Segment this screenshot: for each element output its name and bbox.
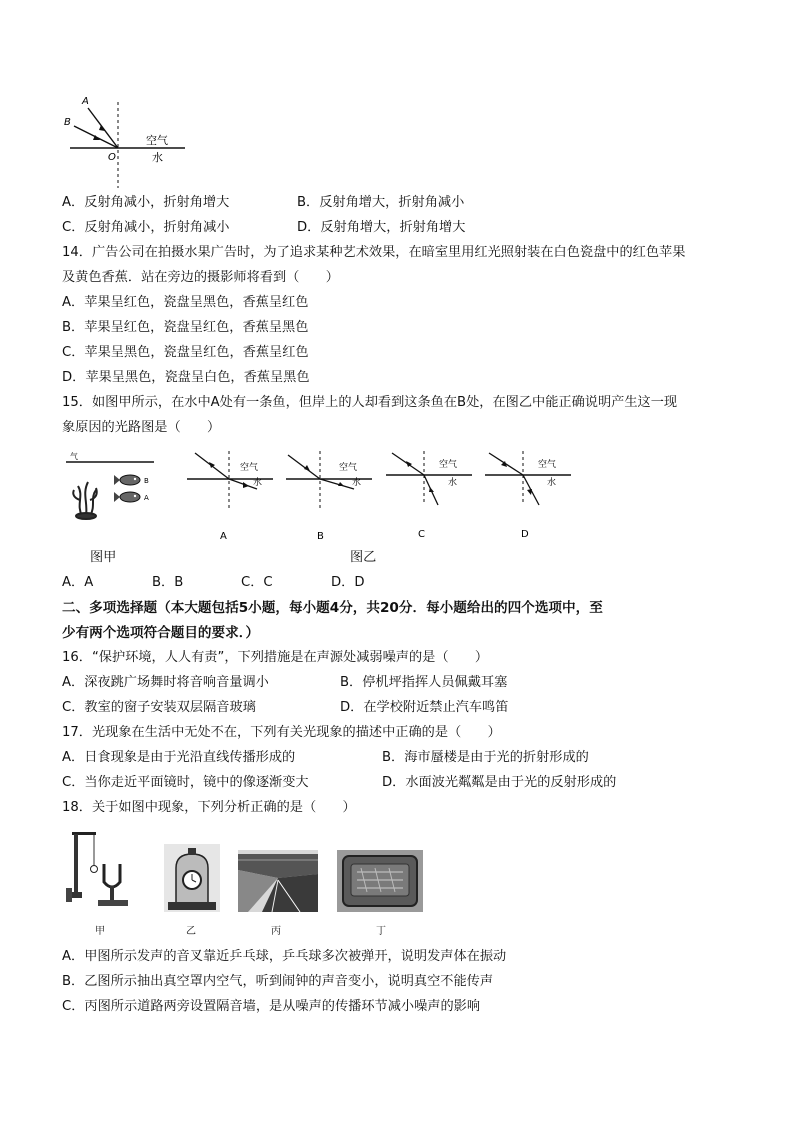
label-air: 空气: [240, 463, 259, 473]
q14-option-d: D．苹果呈黑色，瓷盘呈白色，香蕉呈黑色: [62, 370, 310, 385]
q15-option-d: D．D: [331, 575, 365, 590]
label-water: 水: [352, 478, 362, 488]
q17-stem: 17．光现象在生活中无处不在，下列有关光现象的描述中正确的是（ ）: [62, 725, 501, 740]
q18-fig-yi-bell-jar: [164, 844, 220, 912]
label-A: A: [144, 494, 149, 502]
q15-diagram-d: [483, 447, 573, 542]
label-air: 空气: [538, 460, 557, 470]
caption-ding: 丁: [376, 926, 386, 937]
q16-option-d: D．在学校附近禁止汽车鸣笛: [340, 700, 509, 715]
caption-jia: 甲: [95, 926, 105, 937]
q15-option-c: C．C: [241, 575, 273, 590]
q13-reflection-diagram: [60, 90, 190, 190]
q18-option-c: C．丙图所示道路两旁设置隔音墙，是从噪声的传播环节减小噪声的影响: [62, 999, 481, 1014]
q15-stem-line1: 15．如图甲所示，在水中A处有一条鱼，但岸上的人却看到这条鱼在B处，在图乙中能正确说明产生这一现: [62, 395, 678, 410]
label-air: 空气: [339, 463, 358, 473]
q16-option-c: C．教室的窗子安装双层隔音玻璃: [62, 700, 256, 715]
q17-option-d: D．水面波光粼粼是由于光的反射形成的: [382, 775, 617, 790]
seaweed-icon: [73, 482, 97, 519]
q13-option-d: D．反射角增大，折射角增大: [297, 220, 466, 235]
label-air: 空气: [439, 460, 458, 470]
label-water: 水: [253, 478, 263, 488]
q15-fig-fish-tank: [62, 448, 162, 523]
q18-option-a: A．甲图所示发声的音叉靠近乒乓球，乒乓球多次被弹开，说明发声体在振动: [62, 949, 507, 964]
q16-option-b: B．停机坪指挥人员佩戴耳塞: [340, 675, 508, 690]
caption-fig-b: 图乙: [350, 550, 377, 565]
q17-option-a: A．日食现象是由于光沿直线传播形成的: [62, 750, 296, 765]
q14-stem-line2: 及黄色香蕉．站在旁边的摄影师将看到（ ）: [62, 270, 339, 285]
q18-stem: 18．关于如图中现象，下列分析正确的是（ ）: [62, 800, 356, 815]
q14-option-b: B．苹果呈红色，瓷盘呈红色，香蕉呈黑色: [62, 320, 309, 335]
q15-diagram-b: [284, 447, 374, 542]
q14-option-c: C．苹果呈黑色，瓷盘呈红色，香蕉呈红色: [62, 345, 309, 360]
caption-yi: 乙: [186, 926, 196, 937]
q18-fig-jia-tuning-fork: [62, 826, 142, 916]
diagram-label-d: D: [521, 529, 529, 540]
q18-fig-bing-sound-barrier: [238, 850, 318, 912]
q13-option-c: C．反射角减小，折射角减小: [62, 220, 230, 235]
q14-option-a: A．苹果呈红色，瓷盘呈黑色，香蕉呈红色: [62, 295, 309, 310]
q13-option-b: B．反射角增大，折射角减小: [297, 195, 465, 210]
fish-icon: [114, 475, 140, 502]
label-O: O: [108, 152, 116, 163]
label-air-small: 气: [70, 452, 78, 461]
q14-stem-line1: 14．广告公司在拍摄水果广告时，为了追求某种艺术效果，在暗室里用红光照射装在白色瓷盘中的红色苹果: [62, 245, 686, 260]
caption-fig-a: 图甲: [90, 550, 117, 565]
caption-bing: 丙: [271, 926, 281, 937]
label-B: B: [64, 117, 71, 128]
label-water: 水: [152, 151, 163, 164]
q18-fig-ding-ultrasonic-cleaner: [337, 850, 423, 912]
section2-heading-line1: 二、多项选择题（本大题包括5小题，每小题4分，共20分．每小题给出的四个选项中，至: [62, 600, 603, 616]
q16-option-a: A．深夜跳广场舞时将音响音量调小: [62, 675, 269, 690]
q15-option-a: A．A: [62, 575, 94, 590]
label-water: 水: [547, 478, 557, 488]
q15-diagram-c: [384, 447, 474, 542]
diagram-label-c: C: [418, 529, 425, 540]
label-air: 空气: [146, 134, 168, 147]
label-water: 水: [448, 478, 458, 488]
q15-stem-line2: 象原因的光路图是（ ）: [62, 420, 221, 435]
label-B: B: [144, 477, 149, 485]
q16-stem: 16．“保护环境，人人有责”，下列措施是在声源处减弱噪声的是（ ）: [62, 650, 489, 665]
diagram-label-a: A: [220, 531, 227, 542]
q15-diagram-a: [185, 447, 275, 542]
q17-option-c: C．当你走近平面镜时，镜中的像逐渐变大: [62, 775, 309, 790]
q18-option-b: B．乙图所示抽出真空罩内空气，听到闹钟的声音变小，说明真空不能传声: [62, 974, 494, 989]
q13-option-a: A．反射角减小，折射角增大: [62, 195, 230, 210]
label-A: A: [82, 96, 89, 107]
q15-option-b: B．B: [152, 575, 184, 590]
q17-option-b: B．海市蜃楼是由于光的折射形成的: [382, 750, 589, 765]
diagram-label-b: B: [317, 531, 324, 542]
section2-heading-line2: 少有两个选项符合题目的要求．）: [62, 625, 260, 641]
